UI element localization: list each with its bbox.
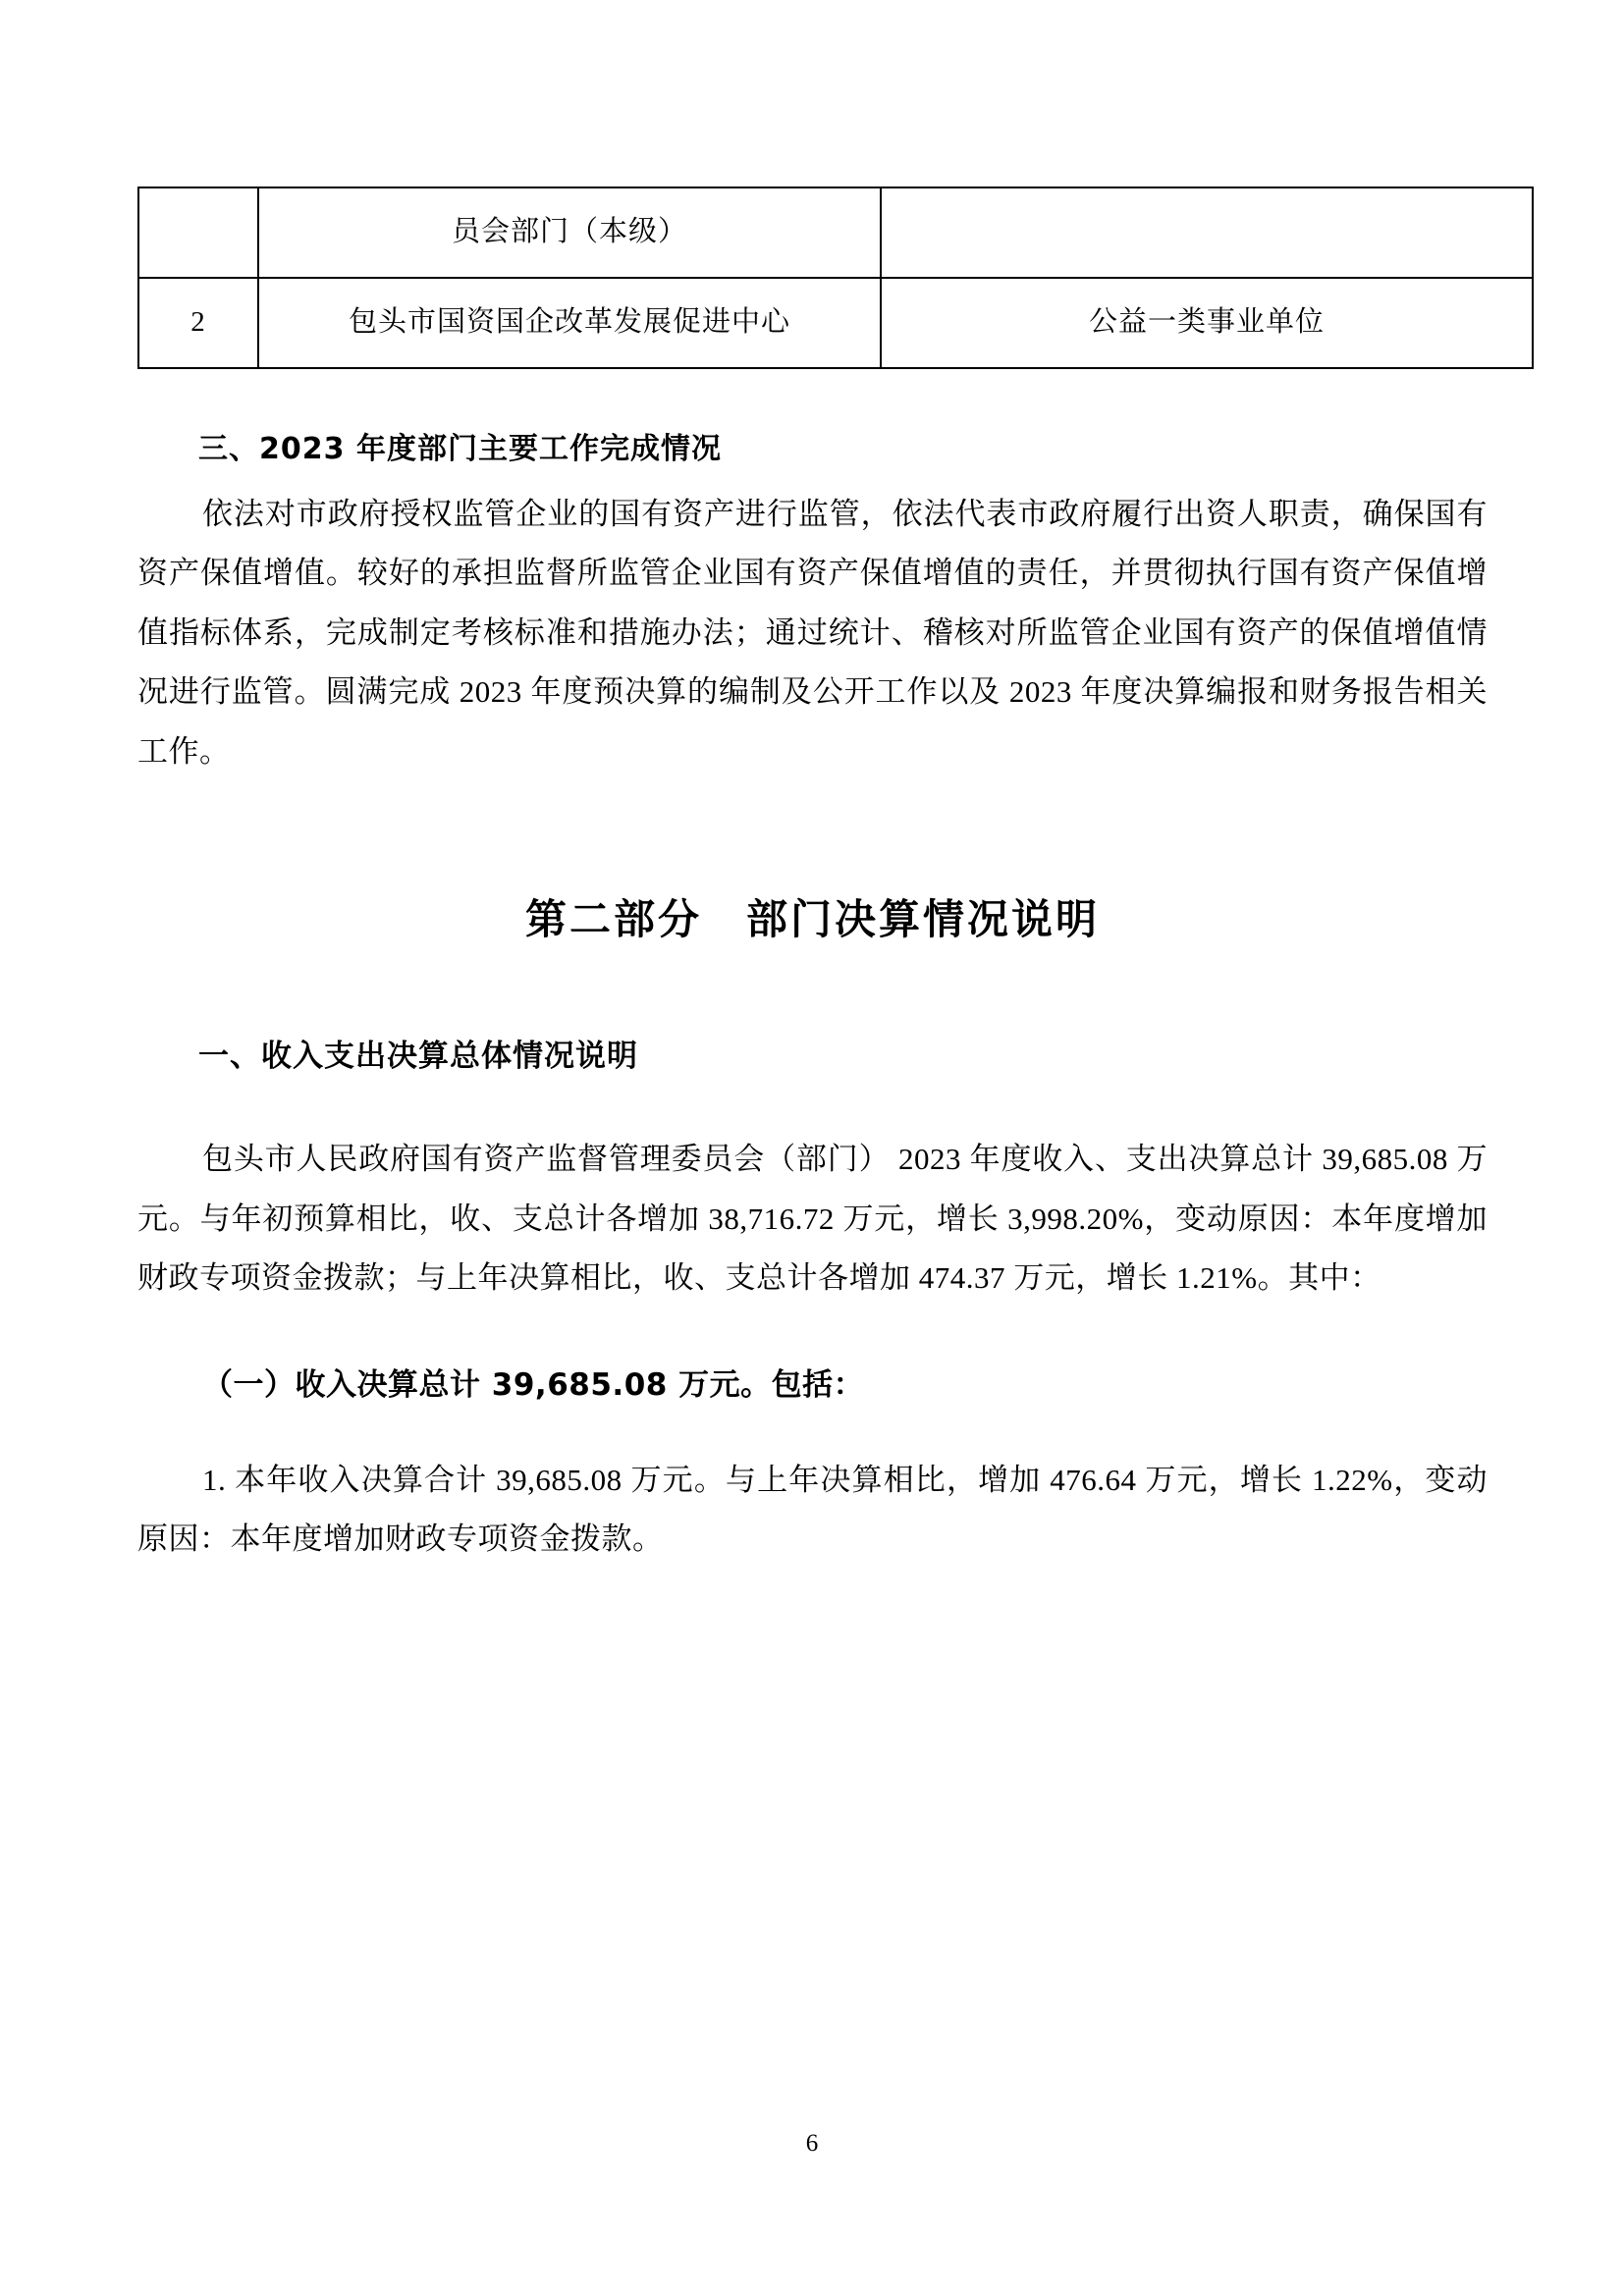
part-two-sub-heading: 一、收入支出决算总体情况说明 bbox=[198, 1039, 638, 1075]
table-row bbox=[138, 278, 1533, 368]
table-row bbox=[138, 187, 1533, 278]
department-unit-table bbox=[137, 187, 1534, 369]
table-cell-index: 2 bbox=[138, 278, 258, 368]
part-two-item-one-paragraph: 1. 本年收入决算合计 39,685.08 万元。与上年决算相比，增加 476.64 万元，增长 1.22%，变动原因：本年度增加财政专项资金拨款。 bbox=[137, 1462, 1488, 1556]
part-two-item-one-heading: （一）收入决算总计 39,685.08 万元。包括： bbox=[202, 1366, 865, 1403]
page-content bbox=[137, 187, 1488, 1569]
section-three-heading: 三、2023 年度部门主要工作完成情况 bbox=[198, 432, 722, 466]
table-cell-type bbox=[881, 187, 1533, 278]
page-number: 6 bbox=[805, 2130, 819, 2157]
table-cell-name: 包头市国资国企改革发展促进中心 bbox=[258, 278, 881, 368]
table-cell-index bbox=[138, 187, 258, 278]
section-three-paragraph: 依法对市政府授权监管企业的国有资产进行监管，依法代表市政府履行出资人职责，确保国有资产保值增值。较好的承担监督所监管企业国有资产保值增值的责任，并贯彻执行国有资产保值增值指标体系，完成制定考核标准和措施办法；通过统计、稽核对所监管企业国有资产的保值增值情况进行监管。圆满完成 2023 年度预决算的编制及公开工作以及 2023 年度决算编报和财务报告相关工作。 bbox=[137, 497, 1488, 769]
table-cell-type: 公益一类事业单位 bbox=[881, 278, 1533, 368]
part-two-overview-paragraph: 包头市人民政府国有资产监督管理委员会（部门） 2023 年度收入、支出决算总计 39,685.08 万元。与年初预算相比，收、支总计各增加 38,716.72 万元，增长 3,998.20%，变动原因：本年度增加财政专项资金拨款；与上年决算相比，收、支总计各增加 474.37 万元，增长 1.21%。其中： bbox=[137, 1142, 1488, 1296]
part-two-title: 第二部分 部门决算情况说明 bbox=[524, 895, 1100, 944]
table-cell-name: 员会部门（本级） bbox=[258, 187, 881, 278]
